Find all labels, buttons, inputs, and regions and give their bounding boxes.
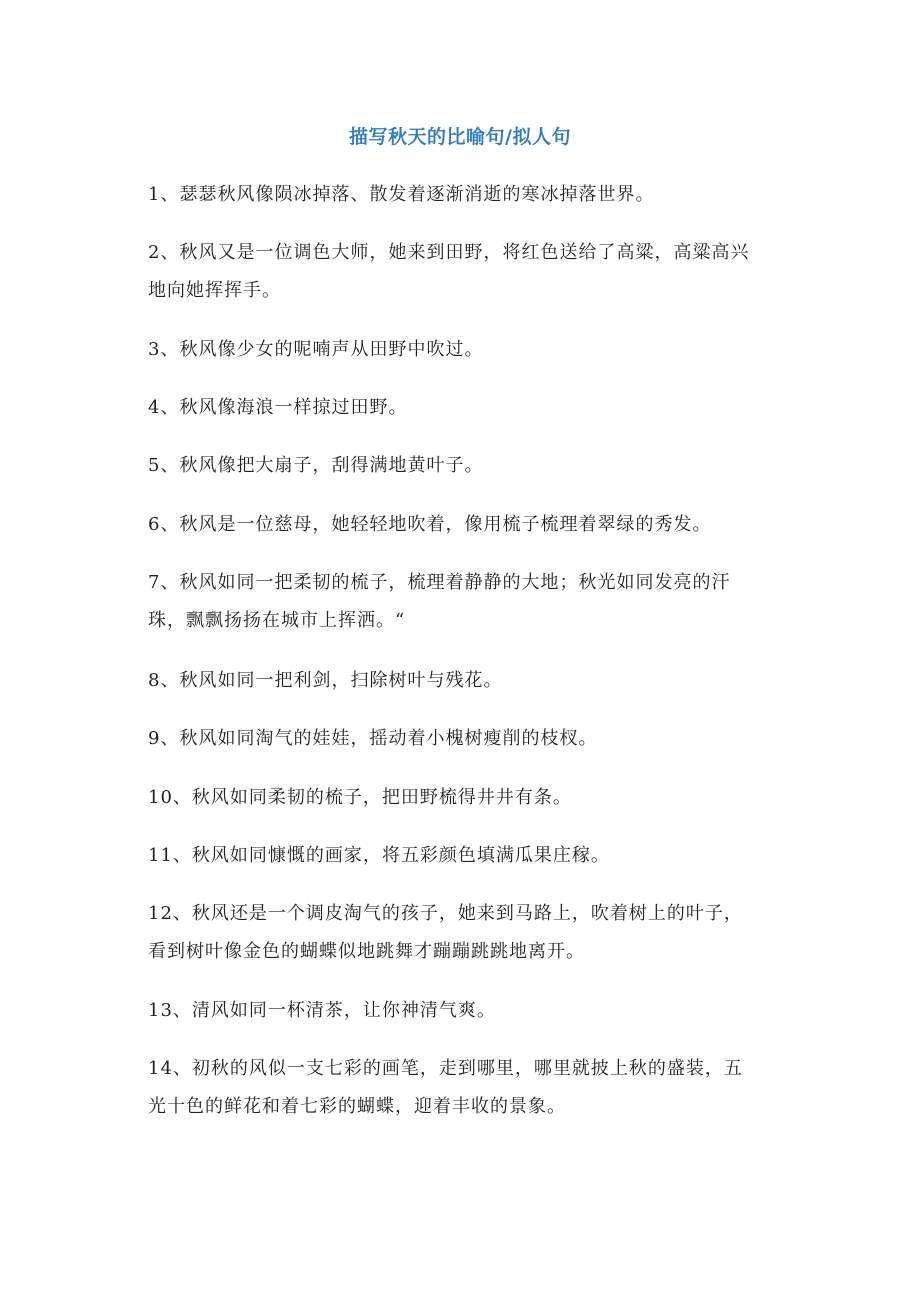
list-item bbox=[148, 564, 774, 640]
document-title: 描写秋天的比喻句/拟人句 bbox=[349, 126, 571, 148]
item-line: 10、秋风如同柔韧的梳子，把田野梳得井井有条。 bbox=[148, 787, 572, 808]
list-item bbox=[148, 720, 774, 758]
item-line: 5、秋风像把大扇子，刮得满地黄叶子。 bbox=[148, 455, 484, 476]
list-item bbox=[148, 331, 774, 369]
item-line: 12、秋风还是一个调皮淘气的孩子，她来到马路上，吹着树上的叶子， bbox=[148, 903, 743, 924]
list-item bbox=[148, 779, 774, 817]
item-line: 3、秋风像少女的呢喃声从田野中吹过。 bbox=[148, 339, 484, 360]
list-item bbox=[148, 506, 774, 544]
list-item bbox=[148, 895, 774, 971]
item-line: 11、秋风如同慷慨的画家，将五彩颜色填满瓜果庄稼。 bbox=[148, 845, 610, 866]
item-line: 14、初秋的风似一支七彩的画笔，走到哪里，哪里就披上秋的盛装，五 bbox=[148, 1058, 743, 1079]
item-line: 地向她挥挥手。 bbox=[148, 280, 281, 301]
item-line: 6、秋风是一位慈母，她轻轻地吹着，像用梳子梳理着翠绿的秀发。 bbox=[148, 514, 712, 535]
list-item bbox=[148, 176, 774, 214]
list-item bbox=[148, 662, 774, 700]
item-line: 珠，飘飘扬扬在城市上挥洒。“ bbox=[148, 610, 406, 631]
list-item bbox=[148, 1050, 774, 1126]
item-line: 2、秋风又是一位调色大师，她来到田野，将红色送给了高粱，高粱高兴 bbox=[148, 242, 750, 263]
item-line: 光十色的鲜花和着七彩的蝴蝶，迎着丰收的景象。 bbox=[148, 1096, 566, 1117]
item-line: 看到树叶像金色的蝴蝶似地跳舞才蹦蹦跳跳地离开。 bbox=[148, 941, 585, 962]
list-item bbox=[148, 389, 774, 427]
item-line: 1、瑟瑟秋风像陨冰掉落、散发着逐渐消逝的寒冰掉落世界。 bbox=[148, 184, 655, 205]
list-item bbox=[148, 992, 774, 1030]
item-line: 8、秋风如同一把利剑，扫除树叶与残花。 bbox=[148, 670, 503, 691]
item-line: 13、清风如同一杯清茶，让你神清气爽。 bbox=[148, 1000, 496, 1021]
list-item bbox=[148, 837, 774, 875]
item-line: 4、秋风像海浪一样掠过田野。 bbox=[148, 397, 408, 418]
item-line: 9、秋风如同淘气的娃娃，摇动着小槐树瘦削的枝杈。 bbox=[148, 728, 598, 749]
list-item bbox=[148, 234, 774, 310]
list-item bbox=[148, 447, 774, 485]
item-line: 7、秋风如同一把柔韧的梳子，梳理着静静的大地；秋光如同发亮的汗 bbox=[148, 572, 731, 593]
